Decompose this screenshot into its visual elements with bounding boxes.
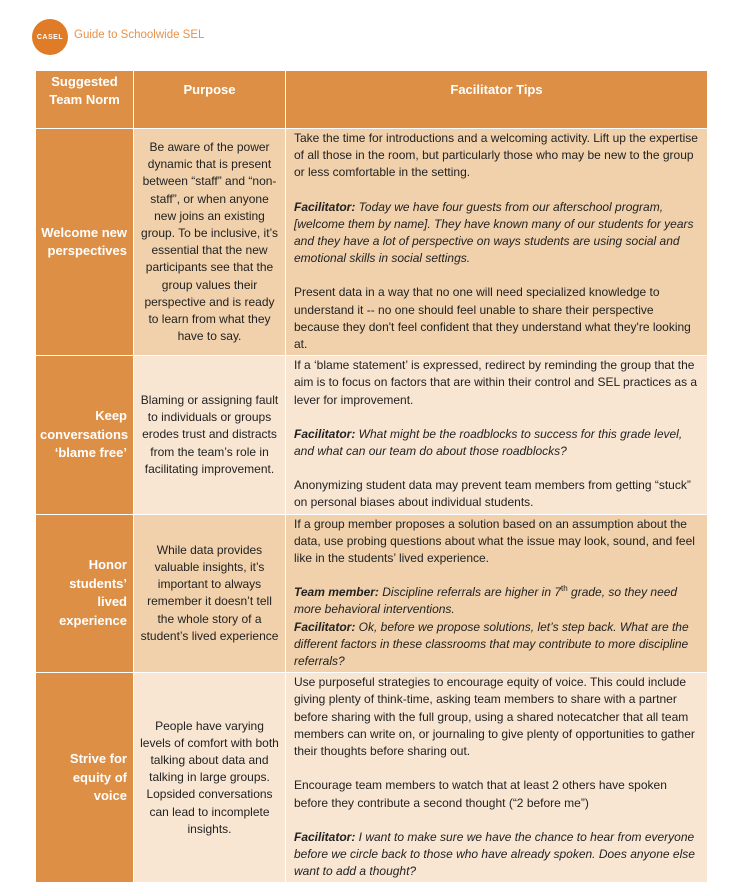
facilitator-tips-cell	[286, 129, 708, 356]
column-header-tips: Facilitator Tips	[286, 71, 708, 129]
speaker-label: Team member:	[294, 585, 379, 600]
tip-text: Ok, before we propose solutions, let’s step back. What are the different factors in these classrooms that may contribute to more discipline referrals?	[294, 619, 689, 669]
table-row	[36, 356, 708, 514]
team-norm-cell: Strive for equity of voice	[36, 673, 134, 883]
tip-paragraph	[294, 477, 699, 511]
table-row	[36, 514, 708, 673]
tip-text: Discipline referrals are higher in 7	[378, 585, 562, 600]
tip-text: Today we have four guests from our afterschool program, [welcome them by name]. They have known many of our students for years and they have a lot of perspective on ways students are using social and emotional skills in social settings.	[294, 199, 694, 266]
tip-text: What might be the roadblocks to success for this grade level, and what can our team do about those roadblocks?	[294, 426, 683, 459]
tip-text: Use purposeful strategies to encourage equity of voice. This could include giving plenty of think-time, asking team members to share with a partner before sharing with the full group, using a shared notecatcher that all team members can write on, or journaling to give plenty of opportunities to gather their thoughts before sharing out.	[294, 675, 695, 759]
tip-paragraph	[294, 357, 699, 409]
purpose-cell: People have varying levels of comfort with both talking about data and talking in large groups. Lopsided conversations can lead to incomplete insights.	[134, 673, 286, 883]
column-header-norm: Suggested Team Norm	[36, 71, 134, 129]
tip-text: I want to make sure we have the chance to hear from everyone before we circle back to those who have already spoken. Does anyone else want to add a thought?	[294, 829, 695, 879]
table-row	[36, 673, 708, 883]
speaker-label: Facilitator:	[294, 426, 356, 441]
facilitator-tips-cell	[286, 356, 708, 514]
tip-paragraph	[294, 426, 699, 460]
casel-logo	[32, 19, 68, 55]
purpose-cell: Be aware of the power dynamic that is present between “staff” and “non-staff”, or when anyone new joins an existing group. To be inclusive, it’s essential that the new participants see that the group values their perspective and is ready to learn from what they have to say.	[134, 129, 286, 356]
tip-text: Anonymizing student data may prevent team members from getting “stuck” on personal biases about individual students.	[294, 478, 691, 510]
tip-paragraph	[294, 777, 699, 811]
tip-text: If a group member proposes a solution based on an assumption about the data, use probing questions about what the issue may look, sound, and feel like in the students’ lived experience.	[294, 516, 695, 566]
tip-paragraph	[294, 516, 699, 568]
logo-text: CASEL	[36, 33, 64, 41]
tip-paragraph	[294, 130, 699, 182]
facilitator-tips-cell	[286, 514, 708, 673]
table-header-row	[36, 71, 708, 129]
speaker-label: Facilitator:	[294, 619, 356, 634]
purpose-cell: While data provides valuable insights, it’s important to always remember it doesn’t tell the whole story of a student’s lived experience	[134, 514, 286, 673]
team-norm-cell: Keep conversations ‘blame free’	[36, 356, 134, 514]
team-norms-table	[35, 70, 708, 883]
table-row	[36, 129, 708, 356]
speaker-label: Facilitator:	[294, 199, 356, 214]
tip-paragraph	[294, 199, 699, 268]
tip-text: grade, so they need more behavioral interventions.	[294, 585, 678, 617]
tip-text: Present data in a way that no one will need specialized knowledge to understand it -- no one should feel unable to share their perspective because they don't feel confident that they understand what they're looking at.	[294, 285, 691, 352]
document-title: Guide to Schoolwide SEL	[74, 29, 205, 41]
tip-paragraph	[294, 584, 699, 618]
tip-paragraph	[294, 284, 699, 353]
column-header-purpose: Purpose	[134, 71, 286, 129]
tip-text: Encourage team members to watch that at least 2 others have spoken before they contribute a second thought (“2 before me”)	[294, 778, 667, 810]
tip-text: If a ‘blame statement’ is expressed, redirect by reminding the group that the aim is to focus on factors that are within their control and SEL practices as a lever for improvement.	[294, 358, 698, 407]
tip-text: Take the time for introductions and a welcoming activity. Lift up the expertise of all those in the room, but particularly those who may be new to the group or less comfortable in the setting.	[294, 131, 698, 180]
facilitator-tips-cell	[286, 673, 708, 883]
tip-paragraph	[294, 829, 699, 881]
tip-text: th	[561, 584, 568, 594]
tip-paragraph	[294, 619, 699, 671]
speaker-label: Facilitator:	[294, 829, 356, 844]
purpose-cell: Blaming or assigning fault to individuals or groups erodes trust and distracts from the team’s role in facilitating improvement.	[134, 356, 286, 514]
tip-paragraph	[294, 674, 699, 760]
team-norm-cell: Welcome new perspectives	[36, 129, 134, 356]
team-norm-cell: Honor students’ lived experience	[36, 514, 134, 673]
